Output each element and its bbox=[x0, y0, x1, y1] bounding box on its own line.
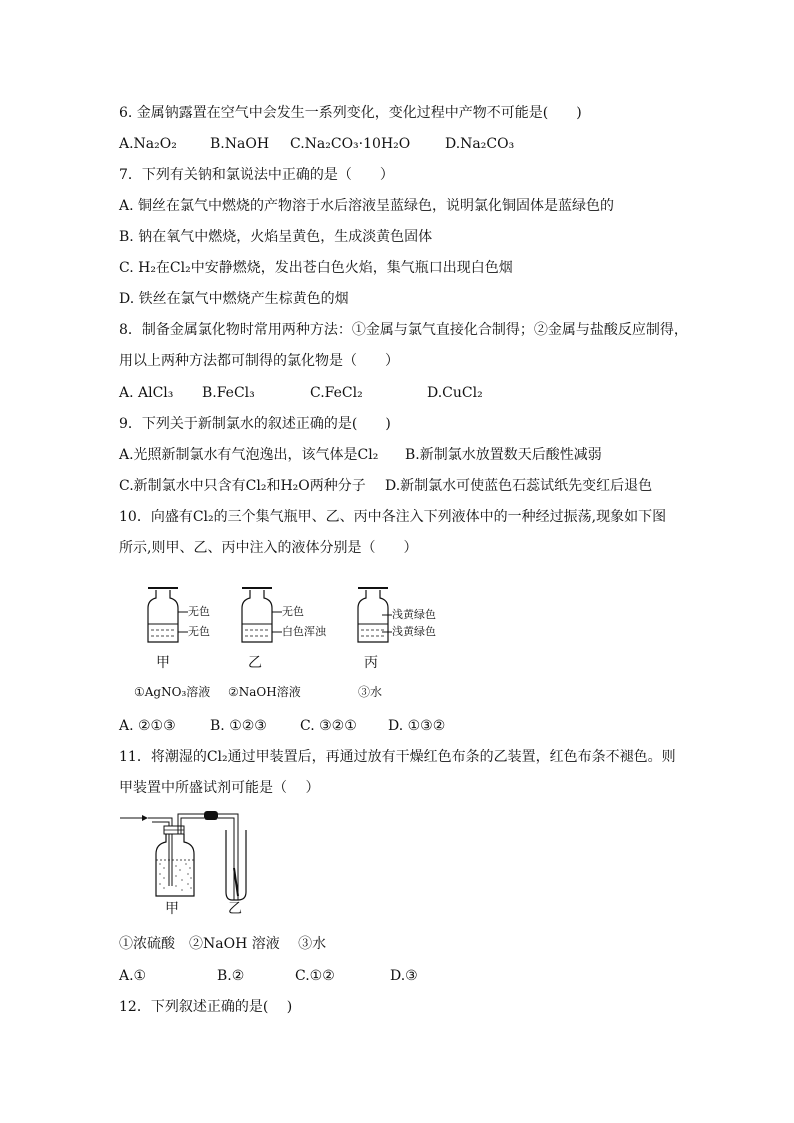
jar-yi-pointer-top bbox=[272, 611, 282, 613]
apparatus-label-jia: 甲 bbox=[165, 901, 179, 917]
q8-option-c: C.FeCl₂ bbox=[310, 385, 363, 401]
apparatus-diagram bbox=[120, 808, 260, 904]
jar-bing-name: 丙 bbox=[364, 655, 378, 671]
q8-stem-line2: 用以上两种方法都可制得的氯化物是（ ） bbox=[119, 353, 399, 369]
q10-option-a: A. ②①③ bbox=[119, 718, 176, 734]
jar-yi-top-label: 无色 bbox=[282, 605, 304, 618]
q10-liquid-2: ②NaOH溶液 bbox=[228, 685, 301, 699]
jar-yi-bottom-label: 白色浑浊 bbox=[282, 625, 326, 638]
q7-option-a: A. 铜丝在氯气中燃烧的产物溶于水后溶液呈蓝绿色，说明氯化铜固体是蓝绿色的 bbox=[119, 198, 615, 214]
q9-option-d: D.新制氯水可使蓝色石蕊试纸先变红后退色 bbox=[385, 478, 653, 494]
jar-bing-top-label: 浅黄绿色 bbox=[392, 608, 436, 621]
q8-option-b: B.FeCl₃ bbox=[202, 385, 255, 401]
jar-jia-name: 甲 bbox=[156, 655, 170, 671]
q10-stem-line1: 10．向盛有Cl₂的三个集气瓶甲、乙、丙中各注入下列液体中的一种经过振荡,现象如下图 bbox=[119, 509, 667, 525]
jar-jia-pointer-top bbox=[178, 611, 188, 613]
q10-liquid-1: ①AgNO₃溶液 bbox=[134, 685, 211, 699]
q11-option-d: D.③ bbox=[390, 968, 418, 984]
q9-option-a: A.光照新制氯水有气泡逸出，该气体是Cl₂ bbox=[119, 447, 379, 463]
q9-stem: 9．下列关于新制氯水的叙述正确的是( ) bbox=[119, 416, 391, 432]
q9-option-b: B.新制氯水放置数天后酸性减弱 bbox=[405, 447, 602, 463]
q6-option-b: B.NaOH bbox=[210, 136, 270, 152]
q10-option-c: C. ③②① bbox=[300, 718, 357, 734]
jar-jia-figure bbox=[144, 586, 184, 648]
jar-bing-pointer-top bbox=[382, 614, 392, 616]
jar-jia-top-label: 无色 bbox=[188, 605, 210, 618]
q10-option-b: B. ①②③ bbox=[210, 718, 267, 734]
apparatus-label-yi: 乙 bbox=[228, 901, 242, 917]
q8-stem-line1: 8．制备金属氯化物时常用两种方法：①金属与氯气直接化合制得；②金属与盐酸反应制得， bbox=[119, 322, 688, 338]
q11-reagents: ①浓硫酸 ②NaOH 溶液 ③水 bbox=[119, 936, 327, 952]
jar-bing-bottom-label: 浅黄绿色 bbox=[392, 625, 436, 638]
q11-option-a: A.① bbox=[119, 968, 147, 984]
q11-option-c: C.①② bbox=[295, 968, 335, 984]
q8-option-d: D.CuCl₂ bbox=[427, 385, 483, 401]
q7-option-b: B. 钠在氧气中燃烧，火焰呈黄色，生成淡黄色固体 bbox=[119, 229, 433, 245]
q8-option-a: A. AlCl₃ bbox=[119, 385, 174, 401]
q6-option-d: D.Na₂CO₃ bbox=[445, 136, 515, 152]
q12-stem: 12．下列叙述正确的是( ) bbox=[119, 999, 293, 1015]
jar-yi-name: 乙 bbox=[248, 655, 262, 671]
jar-bing-figure bbox=[354, 586, 394, 648]
q11-stem-line2: 甲装置中所盛试剂可能是（ ） bbox=[119, 780, 320, 796]
q9-option-c: C.新制氯水中只含有Cl₂和H₂O两种分子 bbox=[119, 478, 366, 494]
q10-option-d: D. ①③② bbox=[388, 718, 446, 734]
q7-option-d: D. 铁丝在氯气中燃烧产生棕黄色的烟 bbox=[119, 291, 349, 307]
q7-option-c: C. H₂在Cl₂中安静燃烧，发出苍白色火焰，集气瓶口出现白色烟 bbox=[119, 260, 513, 276]
jar-jia-pointer-bottom bbox=[178, 631, 188, 633]
jar-jia-bottom-label: 无色 bbox=[188, 625, 210, 638]
q7-stem: 7．下列有关钠和氯说法中正确的是（ ） bbox=[119, 167, 394, 183]
q6-stem: 6. 金属钠露置在空气中会发生一系列变化，变化过程中产物不可能是( ) bbox=[119, 105, 582, 121]
q6-option-a: A.Na₂O₂ bbox=[119, 136, 177, 152]
q11-stem-line1: 11．将潮湿的Cl₂通过甲装置后，再通过放有干燥红色布条的乙装置，红色布条不褪色。则 bbox=[119, 749, 676, 765]
jar-yi-pointer-bottom bbox=[272, 631, 282, 633]
q10-stem-line2: 所示,则甲、乙、丙中注入的液体分别是（ ） bbox=[119, 540, 418, 556]
jar-bing-pointer-bottom bbox=[382, 631, 392, 633]
q10-liquid-3: ③水 bbox=[358, 685, 383, 699]
q11-option-b: B.② bbox=[217, 968, 245, 984]
jar-yi-figure bbox=[238, 586, 278, 648]
q6-option-c: C.Na₂CO₃·10H₂O bbox=[290, 136, 411, 152]
